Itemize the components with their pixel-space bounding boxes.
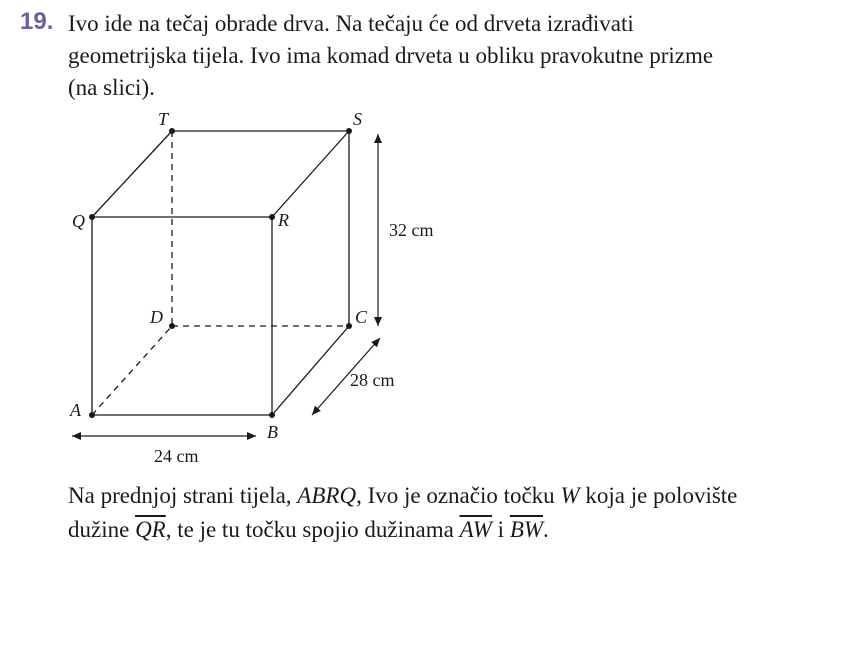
outro-text-3: koja je polovište	[579, 483, 738, 508]
point-name: W	[560, 483, 580, 508]
segment-qr: $\overline{QR}$	[135, 517, 166, 542]
intro-line-2: geometrijska tijela. Ivo ima komad drveta u obliku pravokutne prizme	[68, 43, 714, 68]
dim-height-label: 32 cm	[389, 220, 434, 240]
task-number: 19.	[20, 8, 54, 35]
dim-depth-label: 28 cm	[350, 370, 395, 390]
vertex-c-dot	[346, 323, 352, 329]
vertex-label-c: C	[355, 307, 368, 327]
outro-text-6: i	[491, 517, 510, 542]
edge-bc	[272, 326, 349, 415]
outro-text-1: Na prednjoj strani tijela,	[68, 483, 298, 508]
vertex-r-dot	[269, 214, 275, 220]
segment-aw: $\overline{AW}$	[459, 517, 492, 542]
task-intro	[68, 8, 848, 104]
outro-text-7: .	[543, 517, 549, 542]
vertex-label-r: R	[278, 210, 289, 230]
face-name: ABRQ	[297, 483, 357, 508]
segment-bw: $\overline{BW}$	[509, 517, 544, 542]
vertex-q-dot	[89, 214, 95, 220]
vertex-label-b: B	[267, 422, 278, 442]
edge-ad	[92, 326, 172, 415]
vertex-label-d: D	[150, 307, 163, 327]
outro-text-2: , Ivo je označio točku	[356, 483, 561, 508]
dim-width-label: 24 cm	[154, 446, 199, 466]
prism-figure	[0, 100, 470, 475]
edge-qt	[92, 131, 172, 217]
intro-line-3: (na slici).	[68, 75, 155, 100]
vertex-a-dot	[89, 412, 95, 418]
vertex-b-dot	[269, 412, 275, 418]
vertex-label-s: S	[353, 109, 362, 129]
outro-text-4: dužine	[68, 517, 136, 542]
vertex-label-q: Q	[72, 211, 85, 231]
edge-rs	[272, 131, 349, 217]
vertex-s-dot	[346, 128, 352, 134]
task-outro	[68, 479, 858, 547]
outro-text-5: , te je tu točku spojio dužinama	[165, 517, 460, 542]
vertex-d-dot	[169, 323, 175, 329]
vertex-label-a: A	[70, 400, 81, 420]
intro-line-1: Ivo ide na tečaj obrade drva. Na tečaju će od drveta izrađivati	[68, 11, 634, 36]
vertex-t-dot	[169, 128, 175, 134]
vertex-label-t: T	[158, 109, 169, 129]
